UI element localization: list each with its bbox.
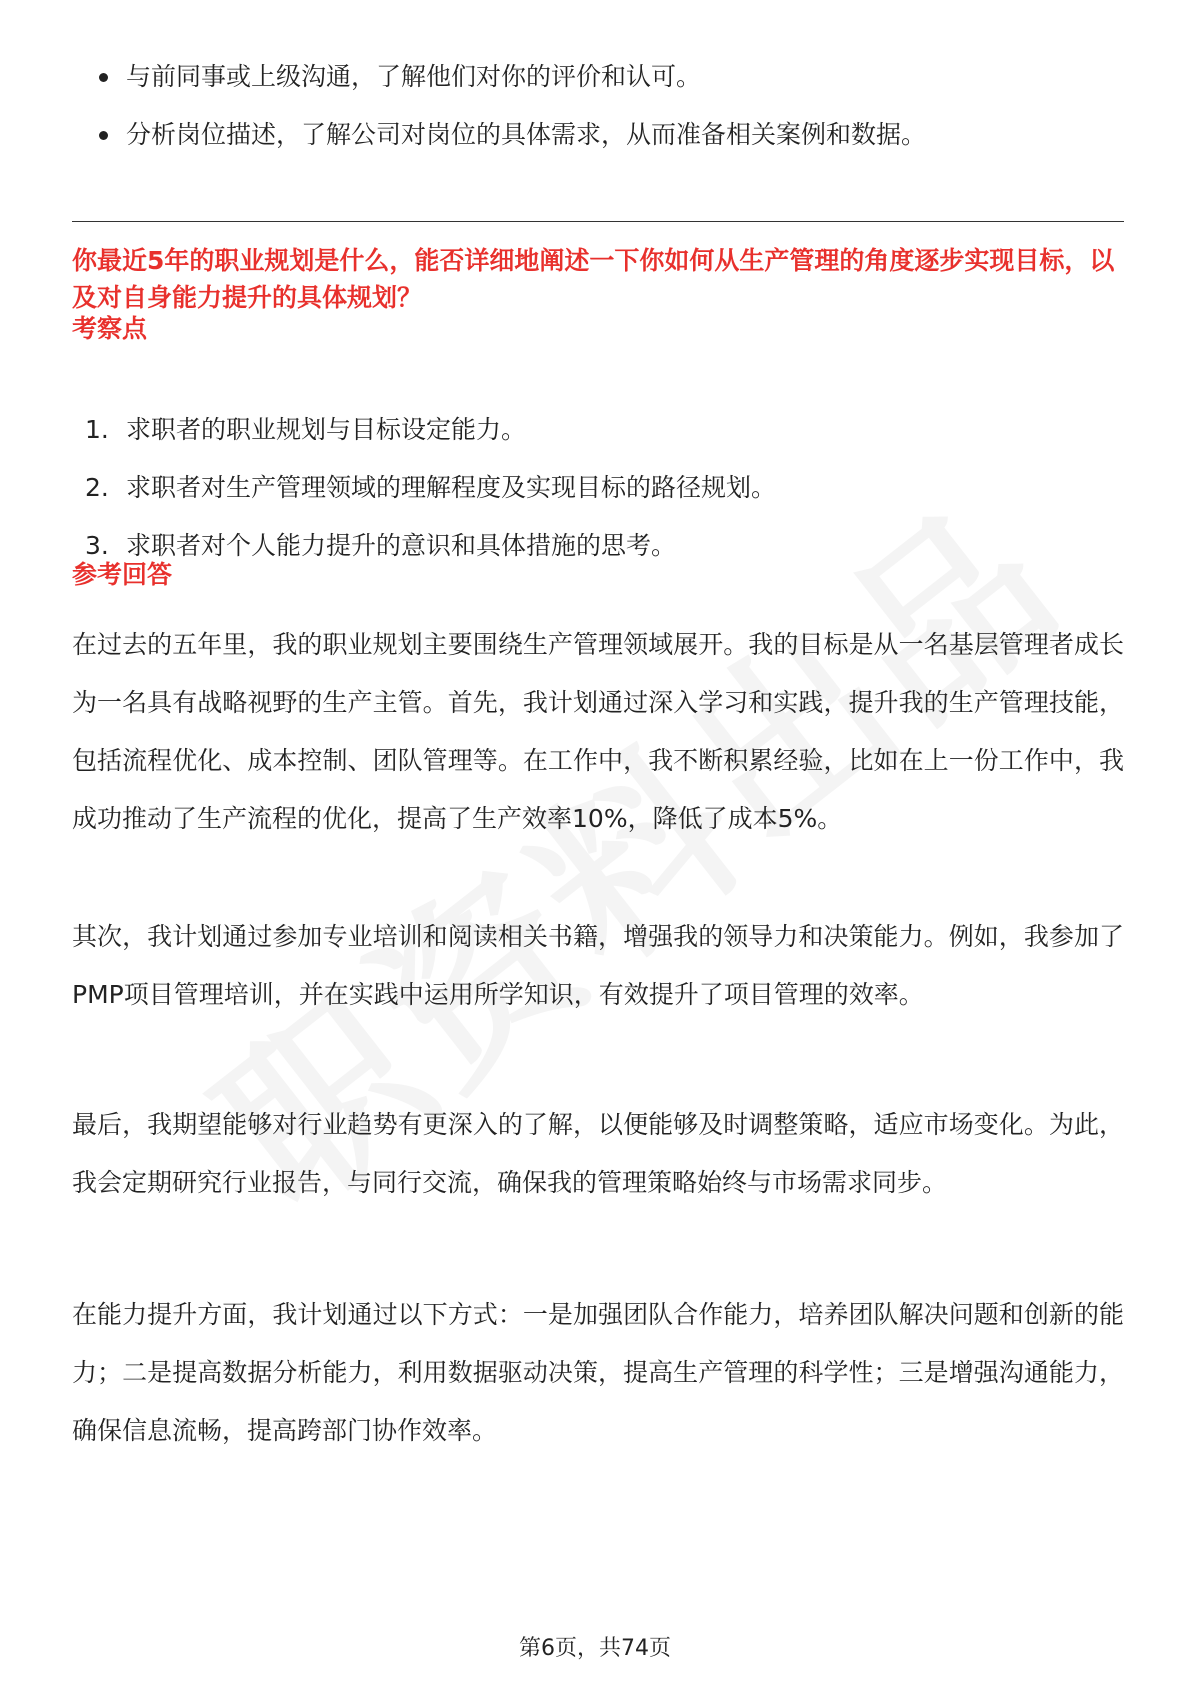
answer-label: 参考回答: [72, 560, 173, 589]
bullet-dot-icon: [99, 131, 108, 140]
bullet-list: [72, 58, 1124, 174]
focus-point-item: [72, 411, 1124, 449]
focus-label: 考察点: [72, 314, 148, 343]
answer-paragraph: 其次，我计划通过参加专业培训和阅读相关书籍，增强我的领导力和决策能力。例如，我参加了PMP项目管理培训，并在实践中运用所学知识，有效提升了项目管理的效率。: [72, 922, 1124, 1009]
focus-point-text: 求职者的职业规划与目标设定能力。: [126, 415, 527, 444]
focus-point-item: [72, 469, 1124, 507]
bullet-item: [72, 58, 1124, 96]
page-footer: 第6页，共74页: [519, 1636, 671, 1661]
focus-point-number: 2.: [85, 473, 109, 502]
answer-paragraph: 在过去的五年里，我的职业规划主要围绕生产管理领域展开。我的目标是从一名基层管理者成长为一名具有战略视野的生产主管。首先，我计划通过深入学习和实践，提升我的生产管理技能，包括流程优化、成本控制、团队管理等。在工作中，我不断积累经验，比如在上一份工作中，我成功推动了生产流程的优化，提高了生产效率10%，降低了成本5%。: [72, 630, 1124, 833]
focus-point-text: 求职者对个人能力提升的意识和具体措施的思考。: [126, 531, 677, 560]
focus-point-number: 3.: [85, 531, 109, 560]
focus-point-number: 1.: [85, 415, 109, 444]
answer-paragraph: 在能力提升方面，我计划通过以下方式：一是加强团队合作能力，培养团队解决问题和创新的能力；二是提高数据分析能力，利用数据驱动决策，提高生产管理的科学性；三是增强沟通能力，确保信息流畅，提高跨部门协作效率。: [72, 1300, 1124, 1445]
answer-paragraph: 最后，我期望能够对行业趋势有更深入的了解，以便能够及时调整策略，适应市场变化。为此，我会定期研究行业报告，与同行交流，确保我的管理策略始终与市场需求同步。: [72, 1110, 1124, 1197]
bullet-item: [72, 116, 1124, 154]
focus-point-text: 求职者对生产管理领域的理解程度及实现目标的路径规划。: [126, 473, 777, 502]
bullet-text: 分析岗位描述，了解公司对岗位的具体需求，从而准备相关案例和数据。: [126, 120, 927, 149]
section-divider: [72, 221, 1124, 222]
focus-point-item: [72, 527, 1124, 565]
focus-points-list: [72, 411, 1124, 585]
bullet-dot-icon: [99, 73, 108, 82]
question-heading: 你最近5年的职业规划是什么，能否详细地阐述一下你如何从生产管理的角度逐步实现目标，以及对自身能力提升的具体规划？: [72, 246, 1115, 312]
bullet-text: 与前同事或上级沟通，了解他们对你的评价和认可。: [126, 62, 702, 91]
